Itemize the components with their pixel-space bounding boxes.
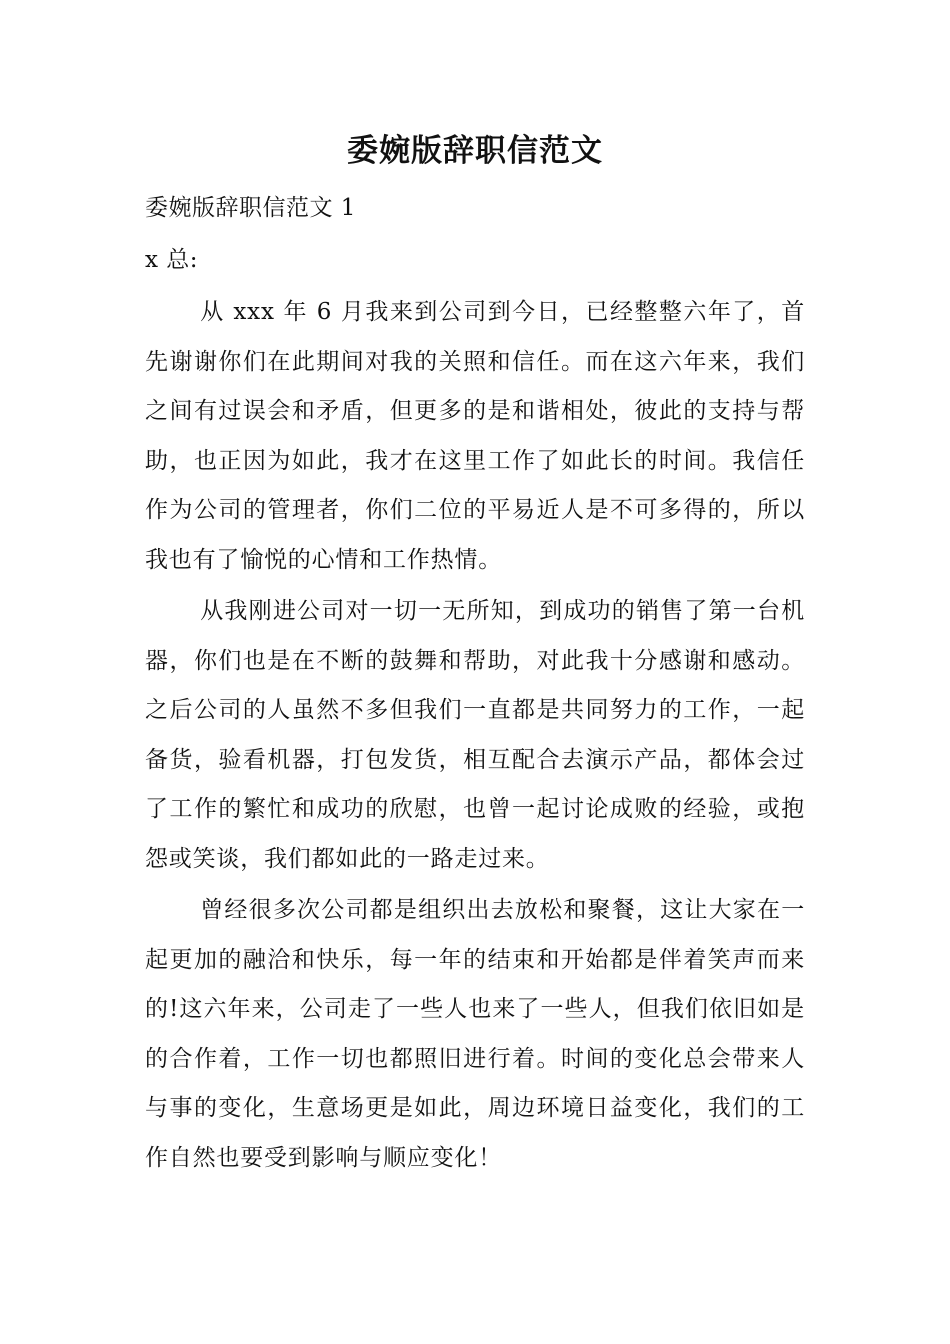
- document-title: 委婉版辞职信范文: [347, 133, 603, 169]
- paragraph-2: 从我刚进公司对一切一无所知，到成功的销售了第一台机器，你们也是在不断的鼓舞和帮助，对此我十分感谢和感动。之后公司的人虽然不多但我们一直都是共同努力的工作，一起备货，验看机器，打包发货，相互配合去演示产品，都体会过了工作的繁忙和成功的欣慰，也曾一起讨论成败的经验，或抱怨或笑谈，我们都如此的一路走过来。: [145, 598, 805, 872]
- paragraph-3: 曾经很多次公司都是组织出去放松和聚餐，这让大家在一起更加的融洽和快乐，每一年的结束和开始都是伴着笑声而来的!这六年来，公司走了一些人也来了一些人，但我们依旧如是的合作着，工作一切也都照旧进行着。时间的变化总会带来人与事的变化，生意场更是如此，周边环境日益变化，我们的工作自然也要受到影响与顺应变化！: [145, 897, 805, 1171]
- paragraph-1: 从 xxx 年 6 月我来到公司到今日，已经整整六年了，首先谢谢你们在此期间对我的关照和信任。而在这六年来，我们之间有过误会和矛盾，但更多的是和谐相处，彼此的支持与帮助，也正因为如此，我才在这里工作了如此长的时间。我信任作为公司的管理者，你们二位的平易近人是不可多得的，所以我也有了愉悦的心情和工作热情。: [145, 299, 805, 573]
- salutation: x 总:: [145, 247, 199, 273]
- document-subtitle: 委婉版辞职信范文 1: [145, 195, 356, 221]
- document-content: [145, 128, 805, 1183]
